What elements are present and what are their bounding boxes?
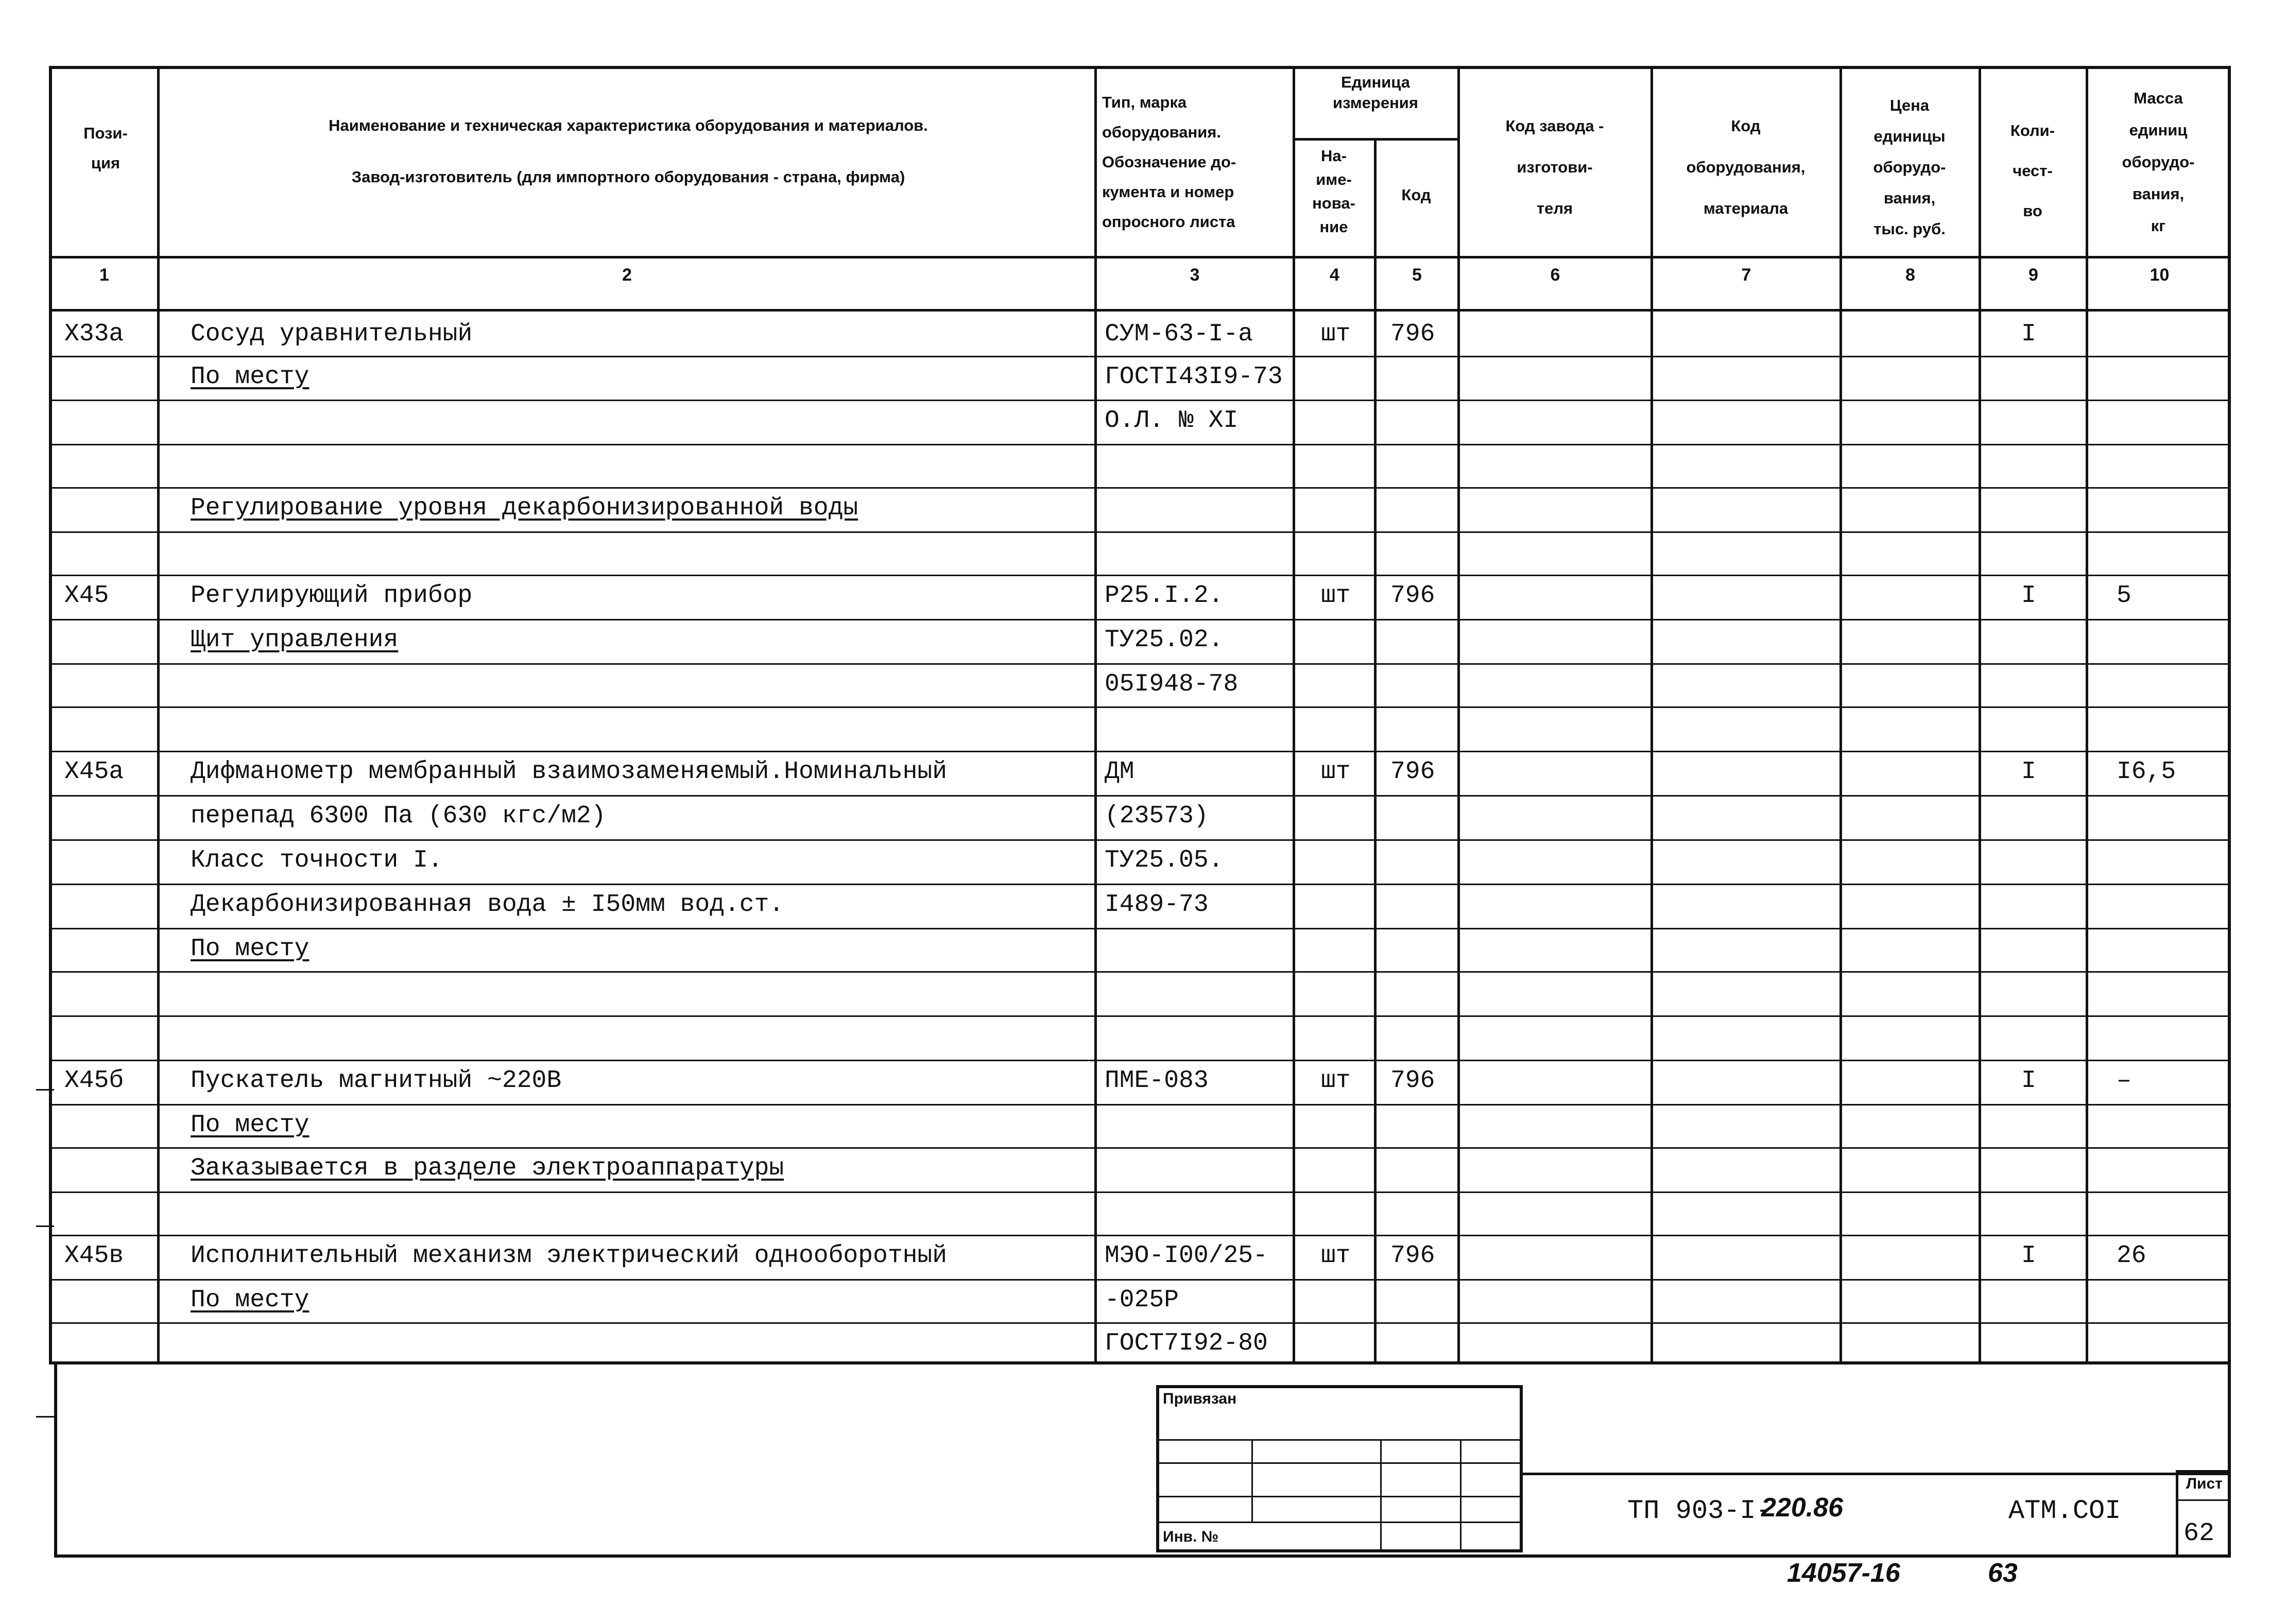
row-rule bbox=[49, 356, 2231, 357]
col-line-5 bbox=[1457, 66, 1460, 1364]
hdr-type: Тип, марка оборудования. Обозначение до- кумента и номер опросного листа bbox=[1102, 93, 1236, 231]
row-name: перепад 6300 Па (630 кгс/м2) bbox=[191, 802, 606, 830]
row-rule bbox=[49, 1015, 2231, 1017]
row-code: 796 bbox=[1390, 320, 1435, 348]
row-name: Щит управления bbox=[191, 626, 399, 654]
hdr-factory-code: Код завода - изготови- теля bbox=[1505, 117, 1604, 217]
row-type: ПМЕ-083 bbox=[1105, 1067, 1209, 1095]
row-rule bbox=[49, 884, 2231, 885]
row-rule bbox=[49, 795, 2231, 797]
title-vline-1 bbox=[1251, 1439, 1253, 1522]
row-type: МЭО-I00/25- bbox=[1105, 1242, 1268, 1270]
row-type: ГОСТ7I92-80 bbox=[1105, 1329, 1268, 1357]
colnum-9: 9 bbox=[2028, 265, 2038, 285]
row-mass: I6,5 bbox=[2117, 758, 2176, 786]
row-type: СУМ-63-I-а bbox=[1105, 320, 1253, 348]
hdr-unit-code: Код bbox=[1401, 186, 1431, 204]
row-rule bbox=[49, 751, 2231, 752]
margin-tick-3 bbox=[36, 1416, 54, 1418]
row-type: I489-73 bbox=[1105, 891, 1209, 919]
colnum-10: 10 bbox=[2150, 265, 2170, 285]
colnum-8: 8 bbox=[1905, 265, 1915, 285]
row-name: Сосуд уравнительный bbox=[191, 320, 473, 348]
row-rule bbox=[49, 839, 2231, 841]
row-rule bbox=[49, 1147, 2231, 1149]
doc-code-prefix: ТП 903-I- bbox=[1627, 1496, 1772, 1526]
row-name: Регулирующий прибор bbox=[191, 582, 473, 610]
row-rule bbox=[49, 1104, 2231, 1105]
row-pos: X45 bbox=[64, 582, 109, 610]
row-rule bbox=[49, 663, 2231, 665]
row-pos: X33a bbox=[64, 320, 124, 348]
row-mass: 5 bbox=[2117, 582, 2131, 610]
header-bottom-rule bbox=[49, 256, 2231, 258]
row-name: Декарбонизированная вода ± I50мм вод.ст. bbox=[191, 891, 784, 919]
row-rule bbox=[49, 1060, 2231, 1061]
hdr-quantity: Коли- чест- во bbox=[2010, 122, 2055, 220]
title-rule-1 bbox=[1156, 1439, 1523, 1441]
colnum-5: 5 bbox=[1412, 265, 1422, 285]
col-line-1 bbox=[157, 66, 160, 1364]
title-rule-3 bbox=[1156, 1496, 1523, 1497]
doc-code-top-rule bbox=[1523, 1473, 2231, 1475]
col-line-3 bbox=[1293, 66, 1295, 1364]
colnum-1: 1 bbox=[99, 265, 109, 285]
row-pos: X45a bbox=[64, 758, 124, 786]
col-line-9 bbox=[2086, 66, 2088, 1364]
row-name: По месту bbox=[191, 363, 309, 391]
row-qty: I bbox=[2021, 320, 2036, 348]
row-qty: I bbox=[2021, 758, 2036, 786]
row-name: По месту bbox=[191, 1286, 309, 1314]
row-type: -025Р bbox=[1105, 1286, 1179, 1314]
title-rule-4 bbox=[1156, 1522, 1523, 1523]
row-code: 796 bbox=[1390, 582, 1435, 610]
row-code: 796 bbox=[1390, 758, 1435, 786]
row-rule bbox=[49, 1322, 2231, 1324]
col-line-7 bbox=[1839, 66, 1842, 1364]
hdr-position: Пози- ция bbox=[83, 124, 128, 172]
row-rule bbox=[49, 1235, 2231, 1236]
row-code: 796 bbox=[1390, 1242, 1435, 1270]
row-unit: шт bbox=[1321, 758, 1351, 786]
title-vline-3 bbox=[1460, 1439, 1461, 1552]
row-unit: шт bbox=[1321, 1242, 1351, 1270]
row-qty: I bbox=[2021, 1067, 2036, 1095]
title-vline-2 bbox=[1380, 1439, 1382, 1552]
colnum-3: 3 bbox=[1190, 265, 1200, 285]
row-rule bbox=[49, 487, 2231, 489]
row-name: По месту bbox=[191, 1111, 309, 1139]
row-name: Дифманометр мембранный взаимозаменяемый.Номинальный bbox=[191, 758, 948, 786]
row-rule bbox=[49, 400, 2231, 401]
row-name: Исполнительный механизм электрический однооборотный bbox=[191, 1242, 948, 1270]
doc-code-suffix: 220.86 bbox=[1761, 1493, 1844, 1523]
row-unit: шт bbox=[1321, 582, 1351, 610]
inv-no-label: Инв. № bbox=[1163, 1528, 1219, 1545]
row-rule bbox=[49, 1279, 2231, 1281]
row-rule bbox=[49, 928, 2231, 929]
row-rule bbox=[49, 531, 2231, 533]
row-name: Пускатель магнитный ~220В bbox=[191, 1067, 562, 1095]
sheet-label: Лист bbox=[2186, 1475, 2223, 1492]
margin-tick-1 bbox=[36, 1089, 54, 1091]
row-rule bbox=[49, 706, 2231, 708]
row-type: 05I948-78 bbox=[1105, 670, 1239, 698]
row-type: О.Л. № XI bbox=[1105, 407, 1239, 435]
row-rule bbox=[49, 971, 2231, 973]
row-mass: 26 bbox=[2117, 1242, 2146, 1270]
col-line-6 bbox=[1650, 66, 1653, 1364]
hdr-name-line2: Завод-изготовитель (для импортного оборудования - страна, фирма) bbox=[351, 168, 905, 186]
colnum-7: 7 bbox=[1741, 265, 1751, 285]
row-name: Заказывается в разделе электроаппаратуры bbox=[191, 1154, 784, 1182]
title-block bbox=[1156, 1385, 1523, 1552]
row-name: Регулирование уровня декарбонизированной воды bbox=[191, 494, 858, 522]
linked-label: Привязан bbox=[1163, 1390, 1237, 1407]
col-line-8 bbox=[1979, 66, 1981, 1364]
sheet-number: 62 bbox=[2183, 1519, 2215, 1548]
hdr-mass: Масса единиц оборудо- вания, кг bbox=[2122, 89, 2195, 235]
row-unit: шт bbox=[1321, 1067, 1351, 1095]
sheet-number-rule bbox=[2176, 1499, 2231, 1501]
row-type: ТУ25.02. bbox=[1105, 626, 1224, 654]
row-pos: X45в bbox=[64, 1242, 124, 1270]
row-rule bbox=[49, 619, 2231, 620]
bottom-frame bbox=[54, 1362, 2231, 1558]
hdr-unit-group: Единица измерения bbox=[1333, 73, 1418, 112]
row-rule bbox=[49, 444, 2231, 445]
hdr-price: Цена единицы оборудо- вания, тыс. руб. bbox=[1873, 96, 1946, 238]
row-unit: шт bbox=[1321, 320, 1351, 348]
row-type: ТУ25.05. bbox=[1105, 846, 1224, 874]
col-line-2 bbox=[1094, 66, 1097, 1364]
row-rule bbox=[49, 575, 2231, 576]
margin-tick-2 bbox=[36, 1225, 54, 1227]
row-qty: I bbox=[2021, 1242, 2036, 1270]
row-name: Класс точности I. bbox=[191, 846, 443, 874]
row-type: ДМ bbox=[1105, 758, 1134, 786]
row-name: По месту bbox=[191, 935, 309, 963]
row-type: ГОСТI43I9-73 bbox=[1105, 363, 1283, 391]
row-type: (23573) bbox=[1105, 802, 1209, 830]
hdr-name-line1: Наименование и техническая характеристика оборудования и материалов. bbox=[329, 116, 928, 134]
colnum-6: 6 bbox=[1550, 265, 1560, 285]
hdr-unit-name: На- име- нова- ние bbox=[1312, 147, 1355, 236]
row-pos: X45б bbox=[64, 1067, 124, 1095]
row-type: Р25.I.2. bbox=[1105, 582, 1224, 610]
row-mass: – bbox=[2117, 1067, 2131, 1095]
colnum-bottom-rule bbox=[49, 309, 2231, 312]
row-code: 796 bbox=[1390, 1067, 1435, 1095]
colnum-2: 2 bbox=[622, 265, 632, 285]
page-number: 63 bbox=[1988, 1558, 2018, 1588]
colnum-4: 4 bbox=[1330, 265, 1339, 285]
row-qty: I bbox=[2021, 582, 2036, 610]
hdr-equipment-code: Код оборудования, материала bbox=[1686, 117, 1805, 217]
row-rule bbox=[49, 1191, 2231, 1193]
title-rule-2 bbox=[1156, 1462, 1523, 1464]
sheet-code: АТМ.COI bbox=[2008, 1496, 2121, 1526]
archive-number: 14057-16 bbox=[1787, 1558, 1900, 1588]
